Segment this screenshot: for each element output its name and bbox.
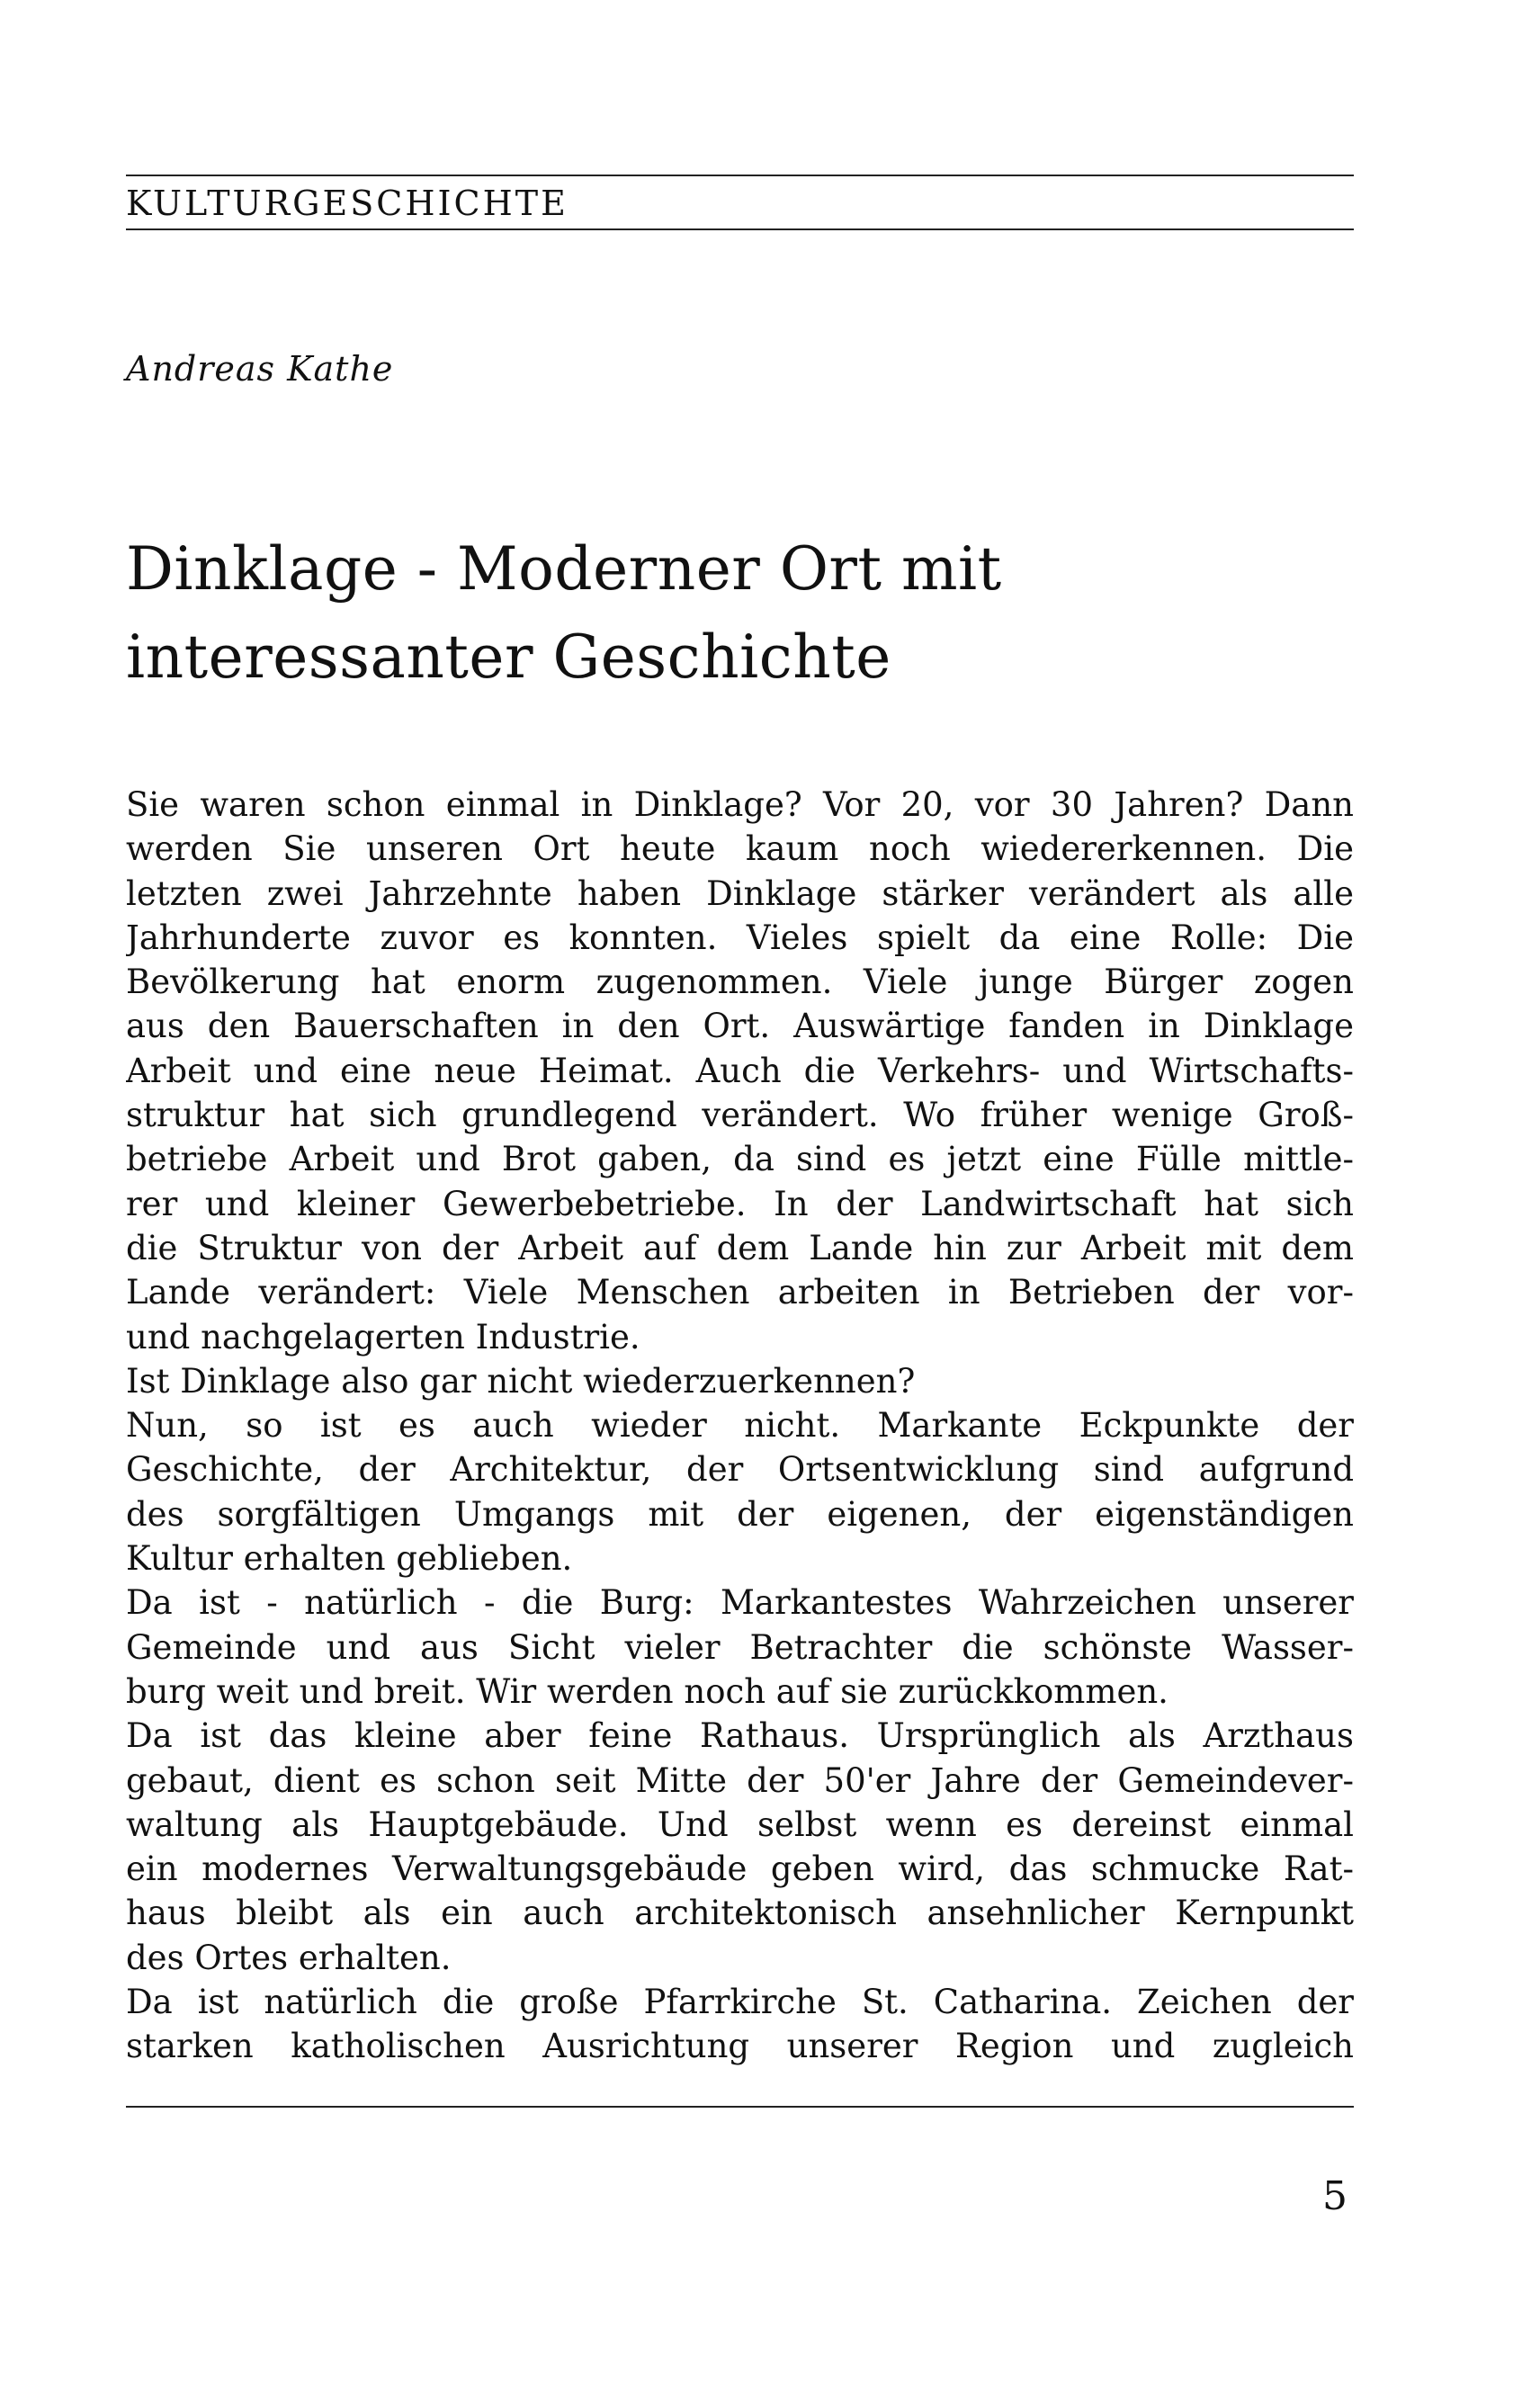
body-line: burg weit und breit. Wir werden noch auf sie zurückkommen. xyxy=(126,1671,1168,1711)
body-line: des sorgfältigen Umgangs mit der eigenen, der eigenständigen xyxy=(126,1494,1354,1534)
body-line: des Ortes erhalten. xyxy=(126,1938,452,1977)
body-line: Kultur erhalten geblieben. xyxy=(126,1539,573,1579)
body-line: Bevölkerung hat enorm zugenommen. Viele junge Bürger zogen xyxy=(126,963,1354,1002)
body-line: Ist Dinklage also gar nicht wiederzuerkennen? xyxy=(126,1361,916,1401)
body-line: ein modernes Verwaltungsgebäude geben wird, das schmucke Rat- xyxy=(126,1849,1354,1889)
body-line: Da ist natürlich die große Pfarrkirche St. Catharina. Zeichen der xyxy=(126,1983,1354,2022)
body-line: betriebe Arbeit und Brot gaben, da sind es jetzt eine Fülle mittle- xyxy=(126,1140,1354,1179)
title-line: interessanter Geschichte xyxy=(126,622,891,692)
section-label: KULTURGESCHICHTE xyxy=(126,184,569,223)
body-line: haus bleibt als ein auch architektonisch ansehnlicher Kernpunkt xyxy=(126,1894,1354,1933)
article-title xyxy=(126,525,1354,702)
body-line: Da ist - natürlich - die Burg: Markantestes Wahrzeichen unserer xyxy=(126,1583,1354,1623)
body-line: gebaut, dient es schon seit Mitte der 50'er Jahre der Gemeindever- xyxy=(126,1760,1354,1800)
body-line: aus den Bauerschaften in den Ort. Auswärtige fanden in Dinklage xyxy=(126,1007,1354,1046)
body-line: werden Sie unseren Ort heute kaum noch wiedererkennen. Die xyxy=(126,829,1354,869)
body-line: waltung als Hauptgebäude. Und selbst wenn es dereinst einmal xyxy=(126,1804,1354,1844)
article-body xyxy=(126,783,1354,2069)
body-line: starken katholischen Ausrichtung unserer Region und zugleich xyxy=(126,2027,1354,2066)
author-name: Andreas Kathe xyxy=(126,349,394,389)
body-line: Jahrhunderte zuvor es konnten. Vieles spielt da eine Rolle: Die xyxy=(126,918,1354,957)
body-line: rer und kleiner Gewerbebetriebe. In der Landwirtschaft hat sich xyxy=(126,1184,1354,1223)
body-line: Sie waren schon einmal in Dinklage? Vor 20, vor 30 Jahren? Dann xyxy=(126,785,1354,824)
body-line: struktur hat sich grundlegend verändert. Wo früher wenige Groß- xyxy=(126,1096,1354,1135)
header-rule-bottom xyxy=(126,228,1354,230)
body-line: Geschichte, der Architektur, der Ortsentwicklung sind aufgrund xyxy=(126,1450,1354,1490)
body-line: Gemeinde und aus Sicht vieler Betrachter die schönste Wasser- xyxy=(126,1627,1354,1667)
body-line: Da ist das kleine aber feine Rathaus. Ursprünglich als Arzthaus xyxy=(126,1716,1354,1756)
footer-rule xyxy=(126,2106,1354,2108)
body-line: Arbeit und eine neue Heimat. Auch die Verkehrs- und Wirtschafts- xyxy=(126,1051,1354,1090)
body-line: und nachgelagerten Industrie. xyxy=(126,1317,640,1357)
title-line: Dinklage - Moderner Ort mit xyxy=(126,534,1002,604)
body-line: Lande verändert: Viele Menschen arbeiten in Betrieben der vor- xyxy=(126,1273,1354,1312)
header-rule-top xyxy=(126,175,1354,176)
body-line: letzten zwei Jahrzehnte haben Dinklage stärker verändert als alle xyxy=(126,873,1354,913)
body-line: Nun, so ist es auch wieder nicht. Markante Eckpunkte der xyxy=(126,1406,1354,1446)
body-line: die Struktur von der Arbeit auf dem Lande hin zur Arbeit mit dem xyxy=(126,1228,1354,1267)
page-number: 5 xyxy=(1322,2173,1348,2219)
